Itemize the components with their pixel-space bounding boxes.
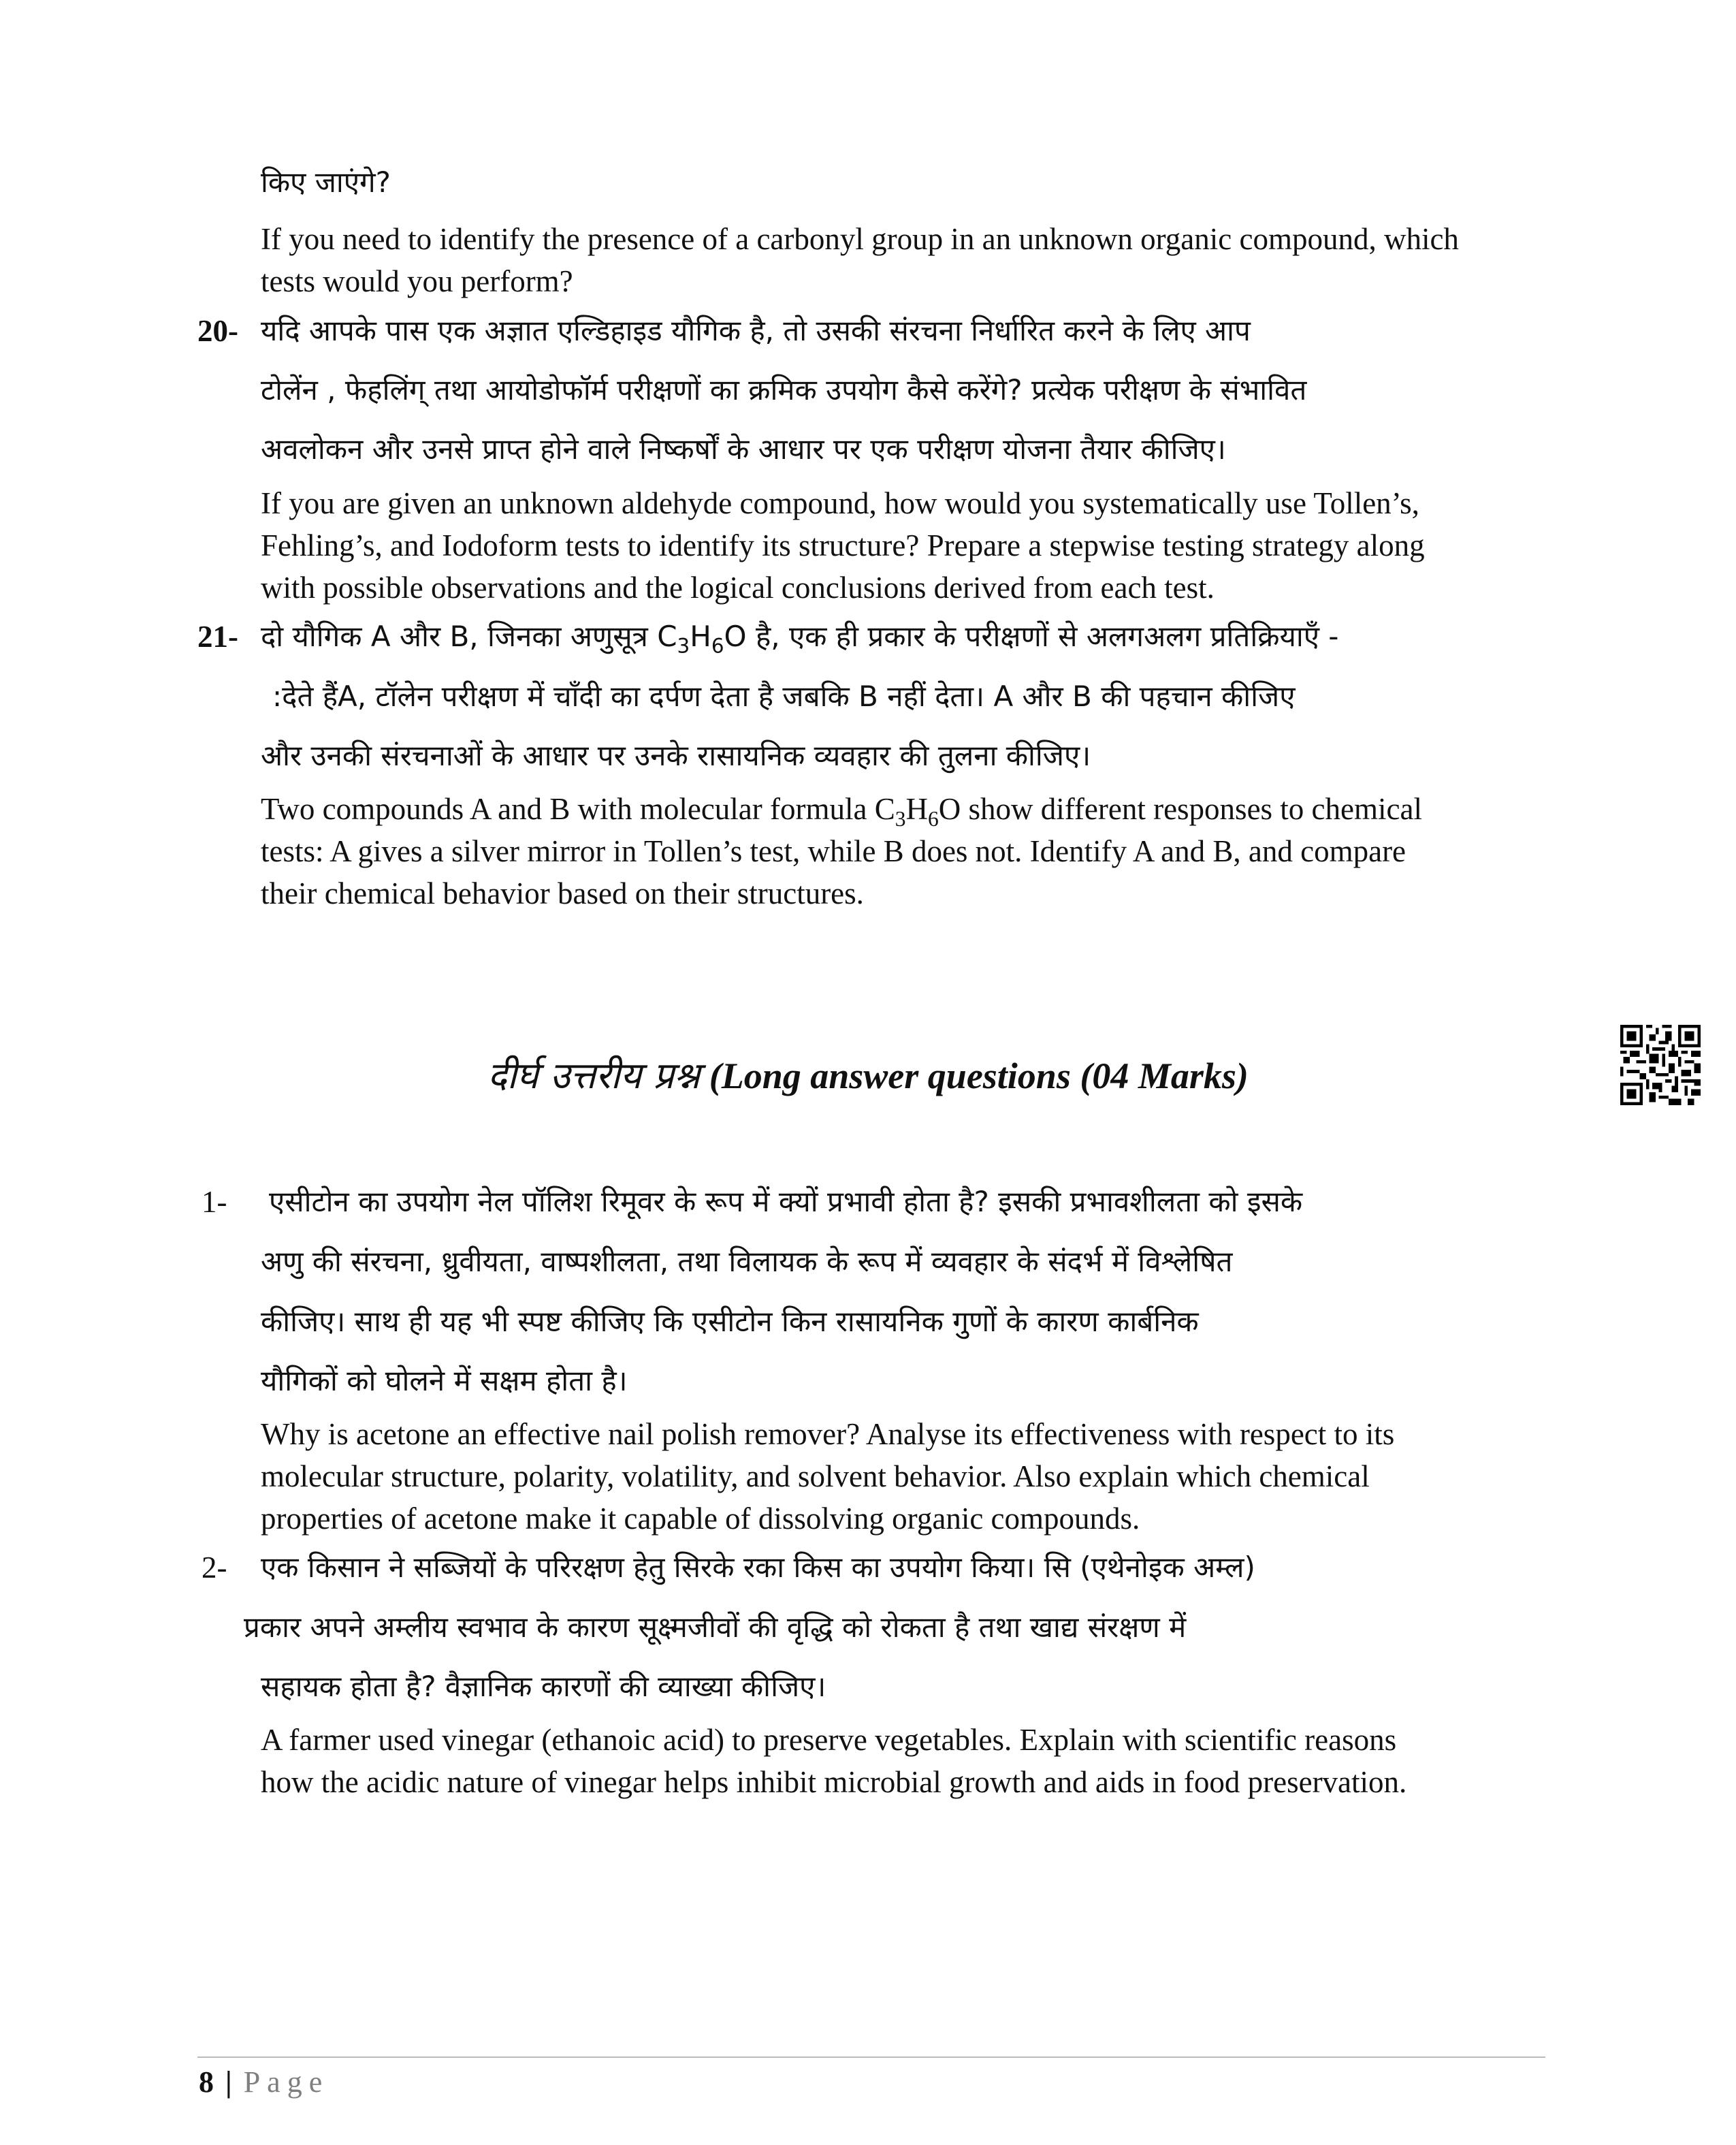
long-q2-english-line-2: how the acidic nature of vinegar helps inhibit microbial growth and aids in food preservation. [261,1765,1407,1799]
section-heading-english: (Long answer questions (04 Marks) [709,1055,1249,1096]
q21-english-line-1: Two compounds A and B with molecular formula $C_3H_6O$ show different responses to chemical [261,792,1422,831]
q21-hindi-line-3: और उनकी संरचनाओं के आधार पर उनके रासायनिक व्यवहार की तुलना कीजिए। [261,739,1091,772]
q21-hindi-line-2: :देते हैंA, टॉलेन परीक्षण में चाँदी का दर्पण देता है जबकि B नहीं देता। A और B की पहचान कीजिए [272,680,1296,713]
section-heading [0,1052,1736,1100]
q21-english-line-3: their chemical behavior based on their structures. [261,876,864,910]
footer-page-label: Page [243,2065,329,2099]
long-q1-number: 1- [202,1185,227,1219]
q20-hindi-line-3: अवलोकन और उनसे प्राप्त होने वाले निष्कर्षों के आधार पर एक परीक्षण योजना तैयार कीजिए। [261,432,1226,466]
long-q2-english-line-1: A farmer used vinegar (ethanoic acid) to preserve vegetables. Explain with scientific reasons [261,1723,1397,1757]
q20-english-line-2: Fehling’s, and Iodoform tests to identify its structure? Prepare a stepwise testing strategy along [261,528,1425,562]
long-q1-english-line-2: molecular structure, polarity, volatility, and solvent behavior. Also explain which chemical [261,1459,1370,1493]
qr-code-icon [1620,1025,1701,1105]
section-heading-hindi: दीर्घ उत्तरीय प्रश्न [487,1054,701,1097]
q21-hindi-line-1: दो यौगिक A और B, जिनका अणुसूत्र $C_3H_6O$ है, एक ही प्रकार के परीक्षणों से अलगअलग प्रतिक्रियाएँ - [261,620,1339,658]
q20-hindi-line-2: टोलेंन , फेहलिंग् तथा आयोडोफॉर्म परीक्षणों का क्रमिक उपयोग कैसे करेंगे? प्रत्येक परीक्षण के संभावित [261,373,1307,407]
long-q1-hindi-line-3: कीजिए। साथ ही यह भी स्पष्ट कीजिए कि एसीटोन किन रासायनिक गुणों के कारण कार्बनिक [261,1305,1199,1338]
page-number: 8 [199,2065,214,2099]
long-q1-hindi-line-2: अणु की संरचना, ध्रुवीयता, वाष्पशीलता, तथा विलायक के रूप में व्यवहार के संदर्भ में विश्लेषित [261,1245,1233,1278]
q19-english-line-2: tests would you perform? [261,264,573,298]
q20-english-line-3: with possible observations and the logical conclusions derived from each test. [261,571,1215,605]
long-q1-english-line-3: properties of acetone make it capable of dissolving organic compounds. [261,1502,1140,1536]
q20-number: 20- [197,314,238,348]
footer-divider [197,2056,1545,2058]
q19-english-line-1: If you need to identify the presence of a carbonyl group in an unknown organic compound, which [261,222,1459,256]
long-q1-english-line-1: Why is acetone an effective nail polish remover? Analyse its effectiveness with respect to its [261,1417,1395,1451]
long-q2-number: 2- [202,1551,227,1585]
q20-english-line-1: If you are given an unknown aldehyde compound, how would you systematically use Tollen’s, [261,486,1419,520]
long-q2-hindi-line-2: प्रकार अपने अम्लीय स्वभाव के कारण सूक्ष्मजीवों की वृद्धि को रोकता है तथा खाद्य संरक्षण में [244,1610,1187,1644]
q21-english-line-2: tests: A gives a silver mirror in Tollen’s test, while B does not. Identify A and B, and compare [261,834,1407,868]
long-q1-hindi-line-1: एसीटोन का उपयोग नेल पॉलिश रिमूवर के रूप में क्यों प्रभावी होता है? इसकी प्रभावशीलता को इसके [269,1185,1303,1218]
long-q2-hindi-line-1: एक किसान ने सब्जियों के परिरक्षण हेतु सिरके रका किस का उपयोग किया। सि (एथेनोइक अम्ल) [261,1551,1255,1584]
long-q2-hindi-line-3: सहायक होता है? वैज्ञानिक कारणों की व्याख्या कीजिए। [261,1670,826,1703]
q19-hindi-tail: किए जाएंगे? [261,165,391,199]
page-footer [199,2063,329,2101]
long-q1-hindi-line-4: यौगिकों को घोलने में सक्षम होता है। [261,1364,628,1397]
q20-hindi-line-1: यदि आपके पास एक अज्ञात एल्डिहाइड यौगिक है, तो उसकी संरचना निर्धारित करने के लिए आप [261,314,1251,347]
q21-number: 21- [197,620,238,654]
footer-separator: | [225,2065,232,2099]
